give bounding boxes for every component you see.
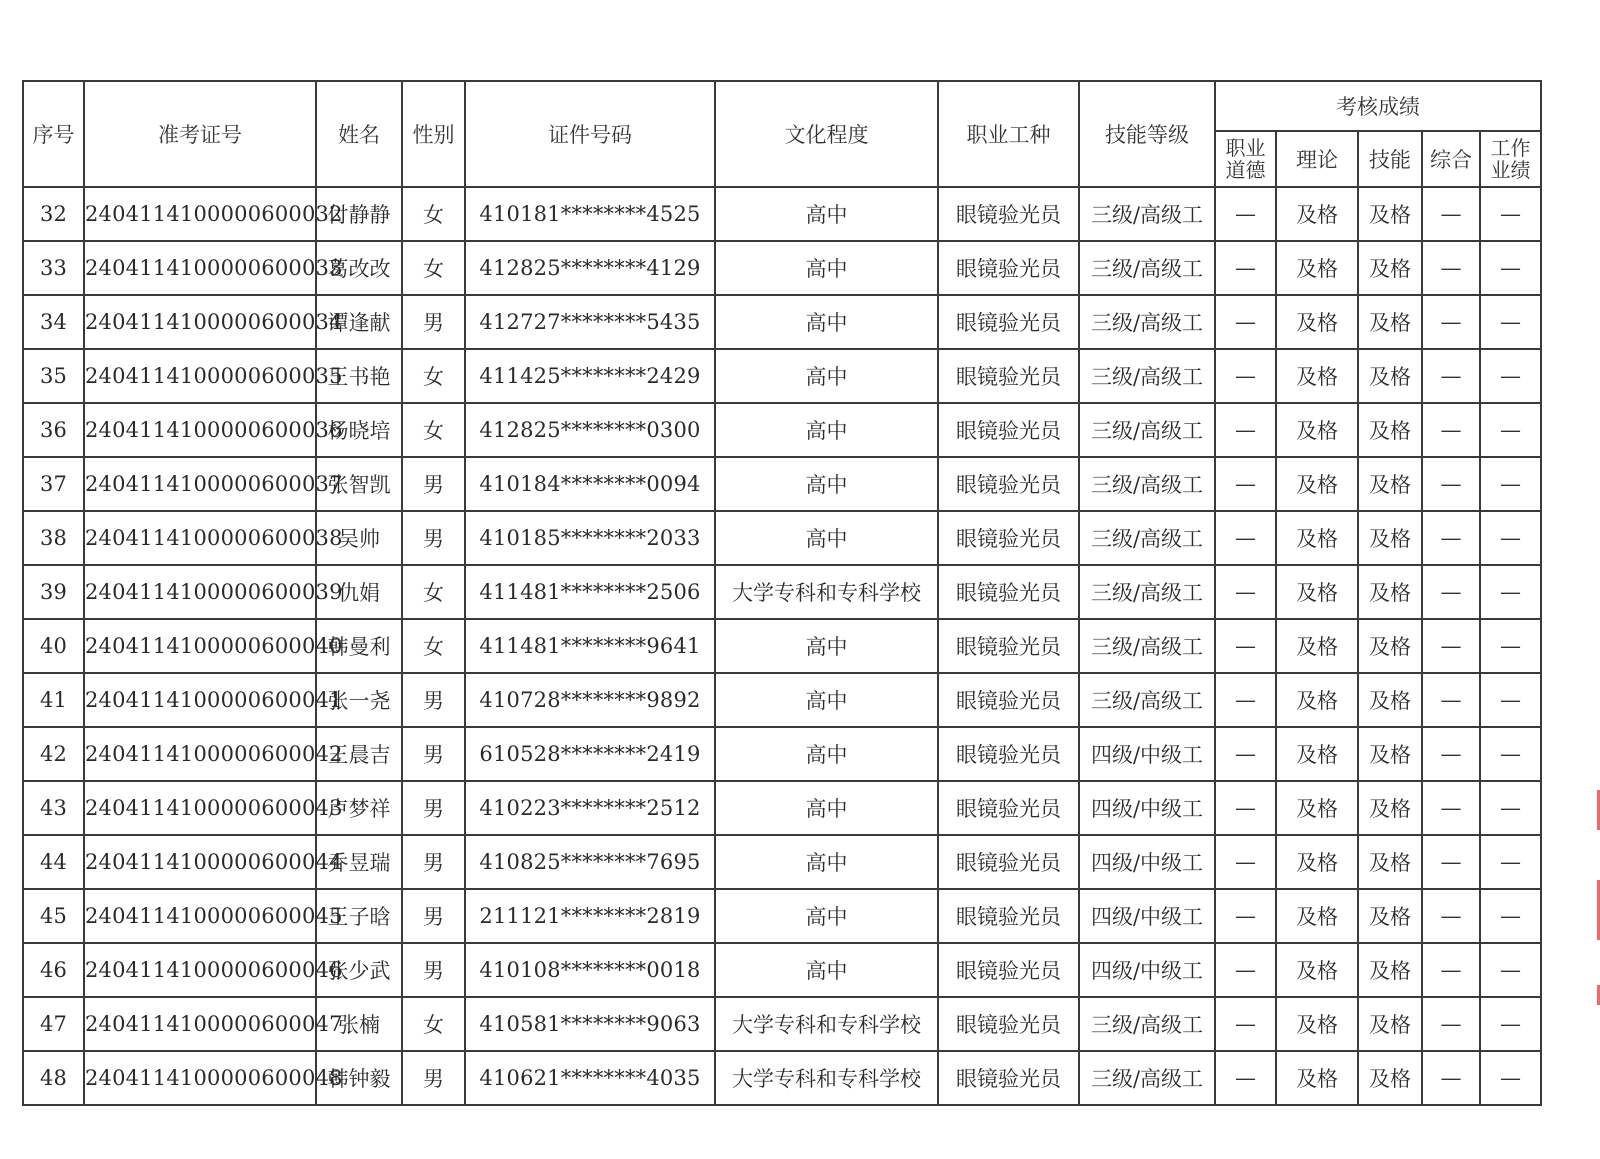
cell-ethics: — — [1215, 403, 1276, 457]
cell-id-number: 412825********0300 — [465, 403, 715, 457]
cell-id-number: 411481********2506 — [465, 565, 715, 619]
cell-theory: 及格 — [1276, 619, 1358, 673]
cell-occupation: 眼镜验光员 — [938, 187, 1079, 241]
cell-occupation: 眼镜验光员 — [938, 295, 1079, 349]
cell-id-number: 411425********2429 — [465, 349, 715, 403]
cell-ethics: — — [1215, 241, 1276, 295]
cell-overall: — — [1422, 781, 1480, 835]
cell-ethics: — — [1215, 619, 1276, 673]
cell-gender: 男 — [402, 781, 465, 835]
cell-work: — — [1480, 781, 1541, 835]
cell-occupation: 眼镜验光员 — [938, 457, 1079, 511]
table-row — [23, 511, 1541, 565]
cell-occupation: 眼镜验光员 — [938, 997, 1079, 1051]
cell-exam-id: 2404114100000600035 — [84, 349, 316, 403]
cell-overall: — — [1422, 889, 1480, 943]
cell-id-number: 411481********9641 — [465, 619, 715, 673]
cell-skill-level: 三级/高级工 — [1079, 673, 1215, 727]
cell-education: 大学专科和专科学校 — [715, 565, 938, 619]
cell-occupation: 眼镜验光员 — [938, 349, 1079, 403]
cell-theory: 及格 — [1276, 943, 1358, 997]
cell-id-number: 610528********2419 — [465, 727, 715, 781]
cell-name: 乔昱瑞 — [316, 835, 402, 889]
cell-occupation: 眼镜验光员 — [938, 619, 1079, 673]
cell-occupation: 眼镜验光员 — [938, 403, 1079, 457]
cell-skill-level: 三级/高级工 — [1079, 295, 1215, 349]
cell-seq: 44 — [23, 835, 84, 889]
cell-ethics: — — [1215, 349, 1276, 403]
cell-skill: 及格 — [1358, 457, 1422, 511]
cell-ethics: — — [1215, 295, 1276, 349]
cell-education: 高中 — [715, 241, 938, 295]
cell-gender: 男 — [402, 943, 465, 997]
cell-skill-level: 四级/中级工 — [1079, 835, 1215, 889]
cell-work: — — [1480, 457, 1541, 511]
cell-occupation: 眼镜验光员 — [938, 241, 1079, 295]
cell-exam-id: 2404114100000600048 — [84, 1051, 316, 1105]
cell-education: 高中 — [715, 727, 938, 781]
cell-overall: — — [1422, 403, 1480, 457]
cell-seq: 45 — [23, 889, 84, 943]
cell-skill: 及格 — [1358, 943, 1422, 997]
cell-ethics: — — [1215, 889, 1276, 943]
cell-gender: 男 — [402, 727, 465, 781]
header-gender: 性别 — [402, 81, 465, 187]
cell-seq: 48 — [23, 1051, 84, 1105]
cell-theory: 及格 — [1276, 835, 1358, 889]
header-assessment: 考核成绩 — [1215, 81, 1541, 131]
cell-skill-level: 四级/中级工 — [1079, 889, 1215, 943]
red-stamp-edge — [1579, 880, 1600, 940]
cell-seq: 47 — [23, 997, 84, 1051]
cell-education: 大学专科和专科学校 — [715, 997, 938, 1051]
cell-seq: 41 — [23, 673, 84, 727]
cell-gender: 女 — [402, 619, 465, 673]
cell-skill-level: 四级/中级工 — [1079, 943, 1215, 997]
cell-work: — — [1480, 835, 1541, 889]
cell-id-number: 410825********7695 — [465, 835, 715, 889]
cell-work: — — [1480, 727, 1541, 781]
cell-name: 张少武 — [316, 943, 402, 997]
cell-seq: 36 — [23, 403, 84, 457]
cell-work: — — [1480, 619, 1541, 673]
cell-seq: 42 — [23, 727, 84, 781]
cell-work: — — [1480, 511, 1541, 565]
cell-skill-level: 三级/高级工 — [1079, 457, 1215, 511]
cell-skill: 及格 — [1358, 511, 1422, 565]
cell-theory: 及格 — [1276, 457, 1358, 511]
cell-gender: 男 — [402, 511, 465, 565]
cell-gender: 男 — [402, 673, 465, 727]
cell-name: 韩钟毅 — [316, 1051, 402, 1105]
cell-gender: 女 — [402, 403, 465, 457]
cell-name: 王书艳 — [316, 349, 402, 403]
cell-occupation: 眼镜验光员 — [938, 943, 1079, 997]
header-work-line2: 业绩 — [1490, 158, 1531, 182]
cell-skill: 及格 — [1358, 889, 1422, 943]
header-exam-id: 准考证号 — [84, 81, 316, 187]
results-table — [22, 80, 1542, 1106]
cell-overall: — — [1422, 673, 1480, 727]
table-row — [23, 1051, 1541, 1105]
cell-ethics: — — [1215, 673, 1276, 727]
cell-education: 高中 — [715, 295, 938, 349]
cell-skill-level: 三级/高级工 — [1079, 619, 1215, 673]
cell-skill-level: 三级/高级工 — [1079, 403, 1215, 457]
cell-exam-id: 2404114100000600040 — [84, 619, 316, 673]
cell-overall: — — [1422, 241, 1480, 295]
cell-work: — — [1480, 997, 1541, 1051]
table-row — [23, 349, 1541, 403]
cell-id-number: 412825********4129 — [465, 241, 715, 295]
table-row — [23, 781, 1541, 835]
cell-exam-id: 2404114100000600044 — [84, 835, 316, 889]
cell-skill-level: 三级/高级工 — [1079, 1051, 1215, 1105]
cell-theory: 及格 — [1276, 349, 1358, 403]
cell-work: — — [1480, 1051, 1541, 1105]
cell-exam-id: 2404114100000600038 — [84, 511, 316, 565]
cell-education: 高中 — [715, 835, 938, 889]
cell-id-number: 410185********2033 — [465, 511, 715, 565]
cell-work: — — [1480, 349, 1541, 403]
cell-id-number: 410621********4035 — [465, 1051, 715, 1105]
cell-ethics: — — [1215, 997, 1276, 1051]
cell-name: 葛改改 — [316, 241, 402, 295]
cell-id-number: 410181********4525 — [465, 187, 715, 241]
cell-ethics: — — [1215, 187, 1276, 241]
table-row — [23, 727, 1541, 781]
cell-work: — — [1480, 565, 1541, 619]
cell-skill: 及格 — [1358, 673, 1422, 727]
header-id-number: 证件号码 — [465, 81, 715, 187]
header-ethics — [1215, 131, 1276, 187]
cell-occupation: 眼镜验光员 — [938, 835, 1079, 889]
header-seq: 序号 — [23, 81, 84, 187]
cell-work: — — [1480, 943, 1541, 997]
header-work-line1: 工作 — [1490, 136, 1531, 160]
roster-sheet — [22, 80, 1542, 1106]
cell-exam-id: 2404114100000600037 — [84, 457, 316, 511]
cell-theory: 及格 — [1276, 1051, 1358, 1105]
cell-overall: — — [1422, 565, 1480, 619]
cell-overall: — — [1422, 349, 1480, 403]
cell-seq: 39 — [23, 565, 84, 619]
cell-overall: — — [1422, 619, 1480, 673]
cell-skill: 及格 — [1358, 187, 1422, 241]
header-skill-level: 技能等级 — [1079, 81, 1215, 187]
header-occupation: 职业工种 — [938, 81, 1079, 187]
cell-skill-level: 三级/高级工 — [1079, 241, 1215, 295]
cell-id-number: 410223********2512 — [465, 781, 715, 835]
cell-overall: — — [1422, 997, 1480, 1051]
cell-ethics: — — [1215, 727, 1276, 781]
cell-ethics: — — [1215, 781, 1276, 835]
header-ethics-line2: 道德 — [1225, 158, 1266, 182]
cell-education: 高中 — [715, 457, 938, 511]
cell-theory: 及格 — [1276, 781, 1358, 835]
cell-education: 高中 — [715, 673, 938, 727]
cell-gender: 女 — [402, 187, 465, 241]
cell-seq: 37 — [23, 457, 84, 511]
cell-seq: 38 — [23, 511, 84, 565]
cell-ethics: — — [1215, 565, 1276, 619]
header-row — [23, 81, 1541, 131]
header-skill: 技能 — [1358, 131, 1422, 187]
table-row — [23, 565, 1541, 619]
cell-skill-level: 三级/高级工 — [1079, 997, 1215, 1051]
cell-ethics: — — [1215, 511, 1276, 565]
cell-seq: 35 — [23, 349, 84, 403]
cell-education: 高中 — [715, 349, 938, 403]
table-row — [23, 241, 1541, 295]
cell-skill-level: 三级/高级工 — [1079, 511, 1215, 565]
cell-seq: 34 — [23, 295, 84, 349]
cell-theory: 及格 — [1276, 187, 1358, 241]
cell-seq: 40 — [23, 619, 84, 673]
cell-skill: 及格 — [1358, 727, 1422, 781]
cell-exam-id: 2404114100000600046 — [84, 943, 316, 997]
cell-skill: 及格 — [1358, 349, 1422, 403]
table-row — [23, 619, 1541, 673]
cell-theory: 及格 — [1276, 511, 1358, 565]
cell-occupation: 眼镜验光员 — [938, 673, 1079, 727]
cell-theory: 及格 — [1276, 403, 1358, 457]
table-row — [23, 943, 1541, 997]
cell-name: 吴帅 — [316, 511, 402, 565]
header-work — [1480, 131, 1541, 187]
cell-exam-id: 2404114100000600032 — [84, 187, 316, 241]
table-row — [23, 835, 1541, 889]
cell-gender: 女 — [402, 565, 465, 619]
cell-exam-id: 2404114100000600036 — [84, 403, 316, 457]
cell-skill-level: 四级/中级工 — [1079, 781, 1215, 835]
cell-education: 高中 — [715, 943, 938, 997]
cell-work: — — [1480, 241, 1541, 295]
cell-skill-level: 三级/高级工 — [1079, 187, 1215, 241]
cell-gender: 女 — [402, 241, 465, 295]
cell-skill: 及格 — [1358, 241, 1422, 295]
header-overall: 综合 — [1422, 131, 1480, 187]
cell-occupation: 眼镜验光员 — [938, 511, 1079, 565]
cell-gender: 女 — [402, 997, 465, 1051]
table-row — [23, 457, 1541, 511]
cell-name: 王子晗 — [316, 889, 402, 943]
cell-education: 高中 — [715, 403, 938, 457]
table-body — [23, 187, 1541, 1105]
cell-gender: 男 — [402, 295, 465, 349]
cell-seq: 32 — [23, 187, 84, 241]
cell-skill: 及格 — [1358, 565, 1422, 619]
header-education: 文化程度 — [715, 81, 938, 187]
cell-exam-id: 2404114100000600033 — [84, 241, 316, 295]
cell-id-number: 211121********2819 — [465, 889, 715, 943]
cell-exam-id: 2404114100000600047 — [84, 997, 316, 1051]
cell-work: — — [1480, 295, 1541, 349]
cell-skill-level: 三级/高级工 — [1079, 565, 1215, 619]
cell-exam-id: 2404114100000600039 — [84, 565, 316, 619]
cell-theory: 及格 — [1276, 997, 1358, 1051]
header-ethics-line1: 职业 — [1225, 136, 1266, 160]
cell-work: — — [1480, 187, 1541, 241]
cell-overall: — — [1422, 1051, 1480, 1105]
cell-education: 高中 — [715, 187, 938, 241]
table-row — [23, 187, 1541, 241]
table-row — [23, 403, 1541, 457]
cell-exam-id: 2404114100000600042 — [84, 727, 316, 781]
cell-ethics: — — [1215, 457, 1276, 511]
table-row — [23, 997, 1541, 1051]
cell-skill-level: 四级/中级工 — [1079, 727, 1215, 781]
cell-theory: 及格 — [1276, 295, 1358, 349]
cell-overall: — — [1422, 835, 1480, 889]
cell-name: 谭逢献 — [316, 295, 402, 349]
cell-occupation: 眼镜验光员 — [938, 889, 1079, 943]
cell-overall: — — [1422, 943, 1480, 997]
cell-theory: 及格 — [1276, 241, 1358, 295]
cell-exam-id: 2404114100000600043 — [84, 781, 316, 835]
cell-skill: 及格 — [1358, 997, 1422, 1051]
cell-education: 高中 — [715, 889, 938, 943]
cell-skill: 及格 — [1358, 1051, 1422, 1105]
cell-gender: 男 — [402, 835, 465, 889]
cell-skill: 及格 — [1358, 781, 1422, 835]
cell-work: — — [1480, 889, 1541, 943]
cell-id-number: 410728********9892 — [465, 673, 715, 727]
cell-occupation: 眼镜验光员 — [938, 565, 1079, 619]
cell-theory: 及格 — [1276, 565, 1358, 619]
cell-overall: — — [1422, 727, 1480, 781]
cell-name: 王晨吉 — [316, 727, 402, 781]
cell-exam-id: 2404114100000600045 — [84, 889, 316, 943]
cell-overall: — — [1422, 511, 1480, 565]
cell-name: 付静静 — [316, 187, 402, 241]
cell-name: 卢梦祥 — [316, 781, 402, 835]
cell-id-number: 410581********9063 — [465, 997, 715, 1051]
cell-ethics: — — [1215, 943, 1276, 997]
cell-education: 大学专科和专科学校 — [715, 1051, 938, 1105]
cell-theory: 及格 — [1276, 727, 1358, 781]
cell-occupation: 眼镜验光员 — [938, 1051, 1079, 1105]
cell-name: 张楠 — [316, 997, 402, 1051]
cell-gender: 男 — [402, 1051, 465, 1105]
cell-name: 仇娟 — [316, 565, 402, 619]
cell-education: 高中 — [715, 781, 938, 835]
header-name: 姓名 — [316, 81, 402, 187]
red-stamp-edge — [1579, 985, 1600, 1005]
table-row — [23, 295, 1541, 349]
cell-name: 杨晓培 — [316, 403, 402, 457]
cell-id-number: 410184********0094 — [465, 457, 715, 511]
cell-occupation: 眼镜验光员 — [938, 781, 1079, 835]
cell-skill-level: 三级/高级工 — [1079, 349, 1215, 403]
cell-education: 高中 — [715, 511, 938, 565]
cell-gender: 女 — [402, 349, 465, 403]
cell-id-number: 410108********0018 — [465, 943, 715, 997]
cell-skill: 及格 — [1358, 619, 1422, 673]
cell-theory: 及格 — [1276, 673, 1358, 727]
cell-ethics: — — [1215, 1051, 1276, 1105]
cell-overall: — — [1422, 295, 1480, 349]
cell-overall: — — [1422, 457, 1480, 511]
cell-theory: 及格 — [1276, 889, 1358, 943]
cell-name: 韩曼利 — [316, 619, 402, 673]
cell-skill: 及格 — [1358, 295, 1422, 349]
cell-ethics: — — [1215, 835, 1276, 889]
cell-skill: 及格 — [1358, 403, 1422, 457]
table-row — [23, 889, 1541, 943]
cell-education: 高中 — [715, 619, 938, 673]
cell-work: — — [1480, 673, 1541, 727]
cell-name: 张一尧 — [316, 673, 402, 727]
cell-skill: 及格 — [1358, 835, 1422, 889]
cell-seq: 33 — [23, 241, 84, 295]
cell-seq: 46 — [23, 943, 84, 997]
cell-exam-id: 2404114100000600034 — [84, 295, 316, 349]
table-row — [23, 673, 1541, 727]
cell-overall: — — [1422, 187, 1480, 241]
cell-id-number: 412727********5435 — [465, 295, 715, 349]
header-theory: 理论 — [1276, 131, 1358, 187]
cell-gender: 男 — [402, 457, 465, 511]
cell-exam-id: 2404114100000600041 — [84, 673, 316, 727]
cell-work: — — [1480, 403, 1541, 457]
cell-gender: 男 — [402, 889, 465, 943]
cell-name: 张智凯 — [316, 457, 402, 511]
cell-seq: 43 — [23, 781, 84, 835]
red-stamp-edge — [1579, 790, 1600, 830]
cell-occupation: 眼镜验光员 — [938, 727, 1079, 781]
